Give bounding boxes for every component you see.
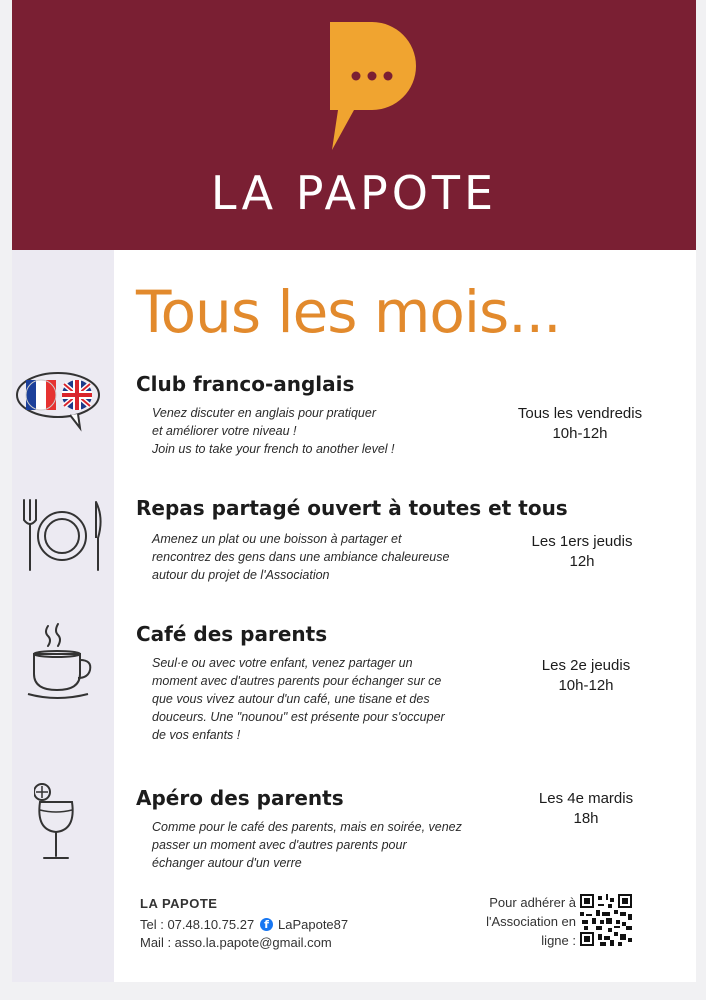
footer-phone: Tel : 07.48.10.75.27 <box>140 917 255 932</box>
header-banner <box>12 0 696 250</box>
join-online-text: Pour adhérer à l'Association en ligne : <box>486 895 576 948</box>
page-headline: Tous les mois... <box>136 278 561 346</box>
footer-brand-name: LA PAPOTE <box>140 896 218 911</box>
facebook-icon: f <box>260 918 273 931</box>
section-schedule-repas: Les 1ers jeudis 12h <box>531 533 633 570</box>
footer-facebook[interactable] <box>260 917 348 932</box>
section-desc-repas: Amenez un plat ou une boisson à partager et rencontrez des gens dans une ambiance chaleureuse autour du projet de l'Association <box>152 532 450 582</box>
coffee-cup-icon <box>26 622 96 702</box>
brand-name: LA PAPOTE <box>210 166 498 220</box>
section-desc-club: Venez discuter en anglais pour pratiquer et améliorer votre niveau ! Join us to take your french to another level ! <box>152 406 395 456</box>
speech-bubble-logo-icon <box>328 22 416 152</box>
plate-cutlery-icon <box>18 498 106 574</box>
section-title-cafe: Café des parents <box>136 622 328 646</box>
facebook-handle[interactable]: LaPapote87 <box>278 917 349 932</box>
section-title-club: Club franco-anglais <box>136 372 355 396</box>
left-sidebar <box>12 250 114 982</box>
section-title-apero: Apéro des parents <box>136 786 344 810</box>
section-schedule-club: Tous les vendredis 10h-12h <box>517 405 643 442</box>
section-desc-cafe: Seul·e ou avec votre enfant, venez partager un moment avec d'autres parents pour échanger sur ce que vous vivez autour d'un café, une tisane et des douceurs. Une "nounou" est présente pour s'occuper de vos enfants ! <box>152 656 445 742</box>
section-schedule-cafe: Les 2e jeudis 10h-12h <box>541 657 631 694</box>
section-schedule-apero: Les 4e mardis 18h <box>538 790 634 827</box>
flags-speech-bubble-icon <box>14 370 106 432</box>
wine-glass-icon <box>34 780 90 864</box>
qr-code-icon[interactable] <box>580 894 632 946</box>
footer-email[interactable]: Mail : asso.la.papote@gmail.com <box>140 935 332 950</box>
section-title-repas: Repas partagé ouvert à toutes et tous <box>136 496 568 520</box>
flyer-page <box>12 0 696 982</box>
section-desc-apero: Comme pour le café des parents, mais en soirée, venez passer un moment avec d'autres parents pour échanger autour d'un verre <box>152 820 462 870</box>
